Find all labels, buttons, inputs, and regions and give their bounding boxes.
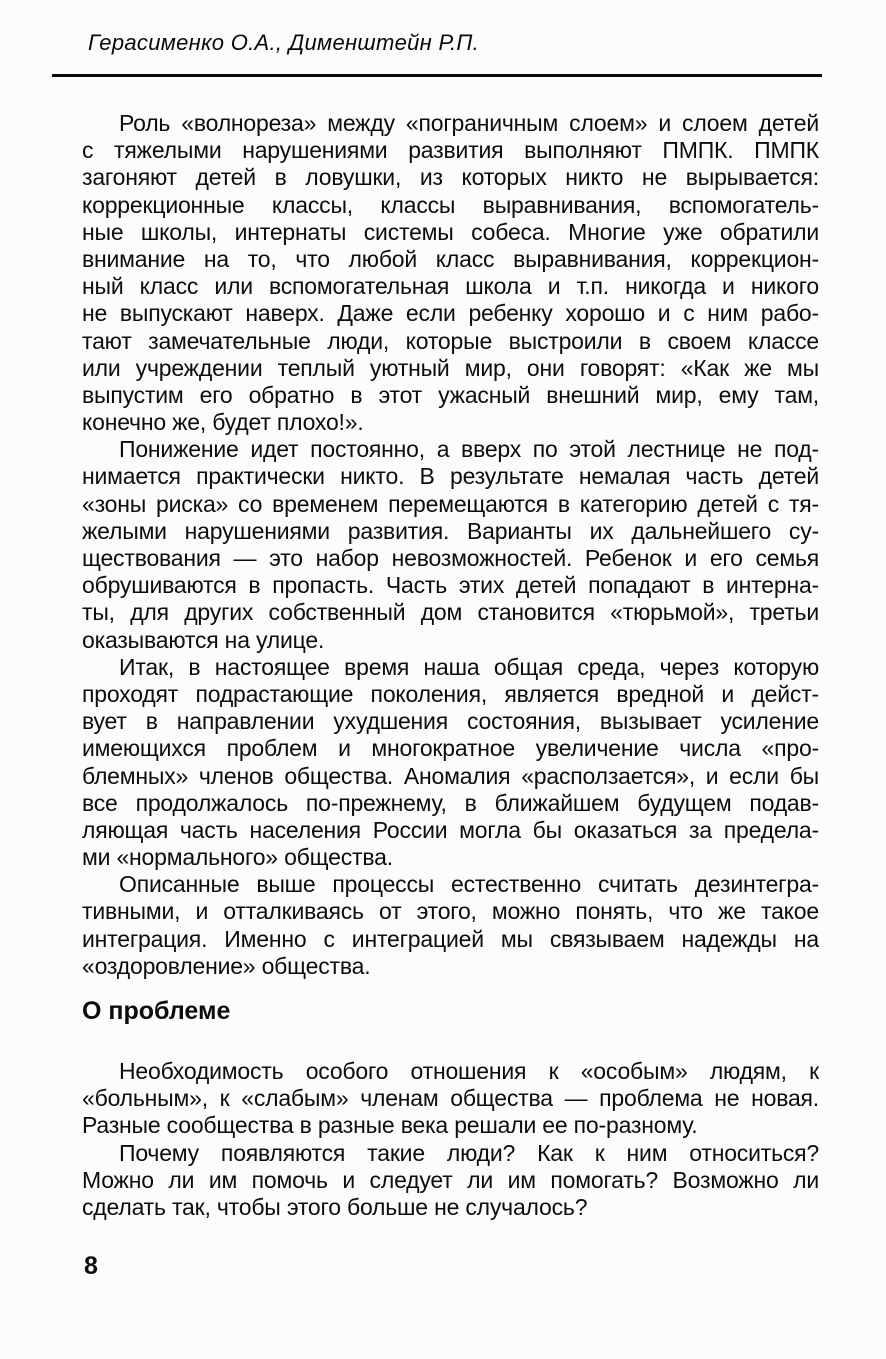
- text-line: проходят подрастающие поколения, является вредной и дейст-: [82, 680, 819, 707]
- text-line: Итак, в настоящее время наша общая среда, через которую: [119, 653, 819, 680]
- text-line: «больным», к «слабым» членам общества — проблема не новая.: [82, 1085, 819, 1112]
- text-line: с тяжелыми нарушениями развития выполняют ПМПК. ПМПК: [82, 137, 819, 164]
- text-line: блемных» членов общества. Аномалия «расползается», и если бы: [82, 762, 819, 789]
- text-line: внимание на то, что любой класс выравнивания, коррекцион-: [82, 245, 819, 272]
- text-line: обрушиваются в пропасть. Часть этих детей попадают в интерна-: [82, 572, 819, 599]
- text-line: конечно же, будет плохо!».: [82, 409, 364, 436]
- text-line: интеграция. Именно с интеграцией мы связываем надежды на: [82, 925, 819, 952]
- text-line: коррекционные классы, классы выравнивания, вспомогатель-: [82, 191, 819, 218]
- text-line: Понижение идет постоянно, а вверх по этой лестнице не под-: [119, 436, 819, 463]
- text-line: Необходимость особого отношения к «особым» людям, к: [119, 1058, 819, 1084]
- paragraph: [82, 1058, 819, 1140]
- text-line: ты, для других собственный дом становится «тюрьмой», третьи: [82, 599, 819, 626]
- text-line: ляющая часть населения России могла бы оказаться за предела-: [82, 816, 819, 843]
- text-line: ный класс или вспомогательная школа и т.п. никогда и никого: [82, 273, 819, 300]
- text-line: ми «нормального» общества.: [82, 844, 393, 871]
- body-text: [82, 110, 819, 1221]
- text-line: желыми нарушениями развития. Варианты их дальнейшего су-: [82, 517, 819, 544]
- paragraph: [82, 110, 819, 436]
- header-authors: Герасименко О.А., Дименштейн Р.П.: [88, 30, 480, 55]
- text-line: тивными, и отталкиваясь от этого, можно понять, что же такое: [82, 898, 819, 925]
- text-line: или учреждении теплый уютный мир, они говорят: «Как же мы: [82, 354, 819, 381]
- text-line: загоняют детей в ловушки, из которых никто не вырывается:: [82, 164, 819, 191]
- page-number: 8: [84, 1252, 98, 1280]
- paragraph: [82, 1140, 819, 1222]
- text-line: сделать так, чтобы этого больше не случалось?: [82, 1193, 588, 1220]
- text-line: «оздоровление» общества.: [82, 952, 371, 979]
- text-line: имеющихся проблем и многократное увеличение числа «про-: [82, 735, 819, 762]
- text-line: не выпускают наверх. Даже если ребенку хорошо и с ним рабо-: [82, 300, 819, 327]
- header-divider: [52, 74, 822, 77]
- text-line: ществования — это набор невозможностей. Ребенок и его семья: [82, 545, 819, 571]
- text-line: выпустим его обратно в этот ужасный внешний мир, ему там,: [82, 381, 819, 408]
- text-line: тают замечательные люди, которые выстроили в своем классе: [82, 327, 819, 354]
- text-line: Роль «волнореза» между «пограничным слоем» и слоем детей: [119, 110, 819, 136]
- text-line: ные школы, интернаты системы собеса. Многие уже обратили: [82, 218, 819, 245]
- paragraph: [82, 654, 819, 872]
- text-line: все продолжалось по-прежнему, в ближайшем будущем подав-: [82, 789, 819, 816]
- paragraph-group-before-heading: [82, 110, 819, 980]
- paragraph: [82, 871, 819, 980]
- paragraph: [82, 436, 819, 654]
- text-line: нимается практически никто. В результате немалая часть детей: [82, 463, 819, 490]
- text-line: Можно ли им помочь и следует ли им помогать? Возможно ли: [82, 1166, 819, 1193]
- paragraph-group-after-heading: [82, 1058, 819, 1221]
- text-line: Почему появляются такие люди? Как к ним относиться?: [119, 1139, 819, 1166]
- text-line: оказываются на улице.: [82, 626, 325, 653]
- text-line: вует в направлении ухудшения состояния, вызывает усиление: [82, 708, 819, 735]
- section-heading: О проблеме: [82, 997, 231, 1025]
- text-line: «зоны риска» со временем перемещаются в категорию детей с тя-: [82, 490, 819, 517]
- text-line: Разные сообщества в разные века решали ее по-разному.: [82, 1112, 698, 1139]
- text-line: Описанные выше процессы естественно считать дезинтегра-: [119, 871, 819, 898]
